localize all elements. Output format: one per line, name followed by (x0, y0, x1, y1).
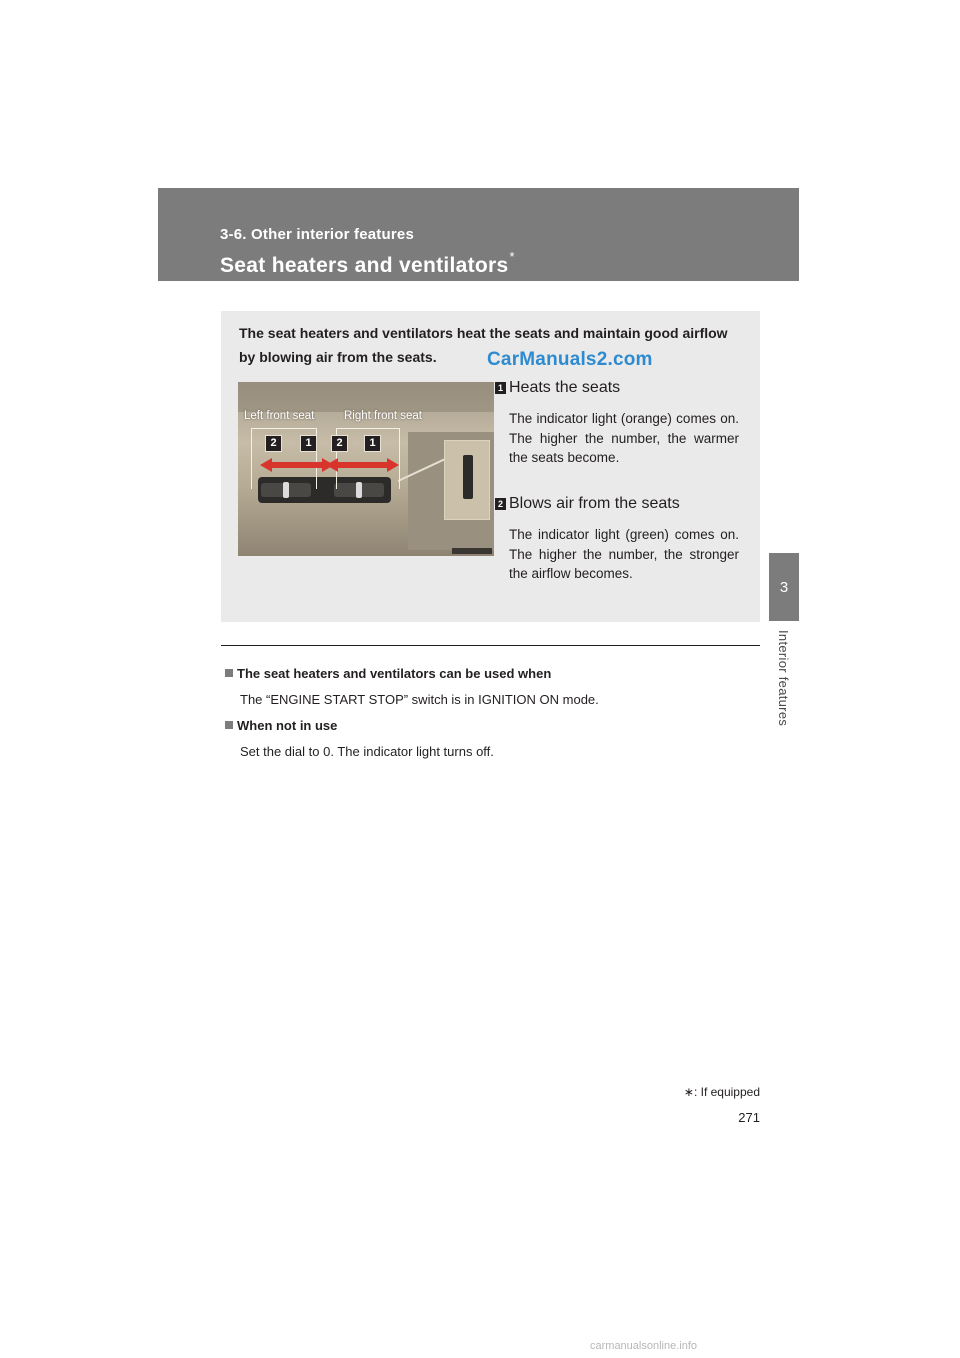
site-watermark: carmanualsonline.info (590, 1340, 698, 1352)
equipped-mark: * (509, 249, 515, 264)
chapter-label: Interior features (776, 630, 791, 727)
item-description: The indicator light (orange) comes on. The higher the number, the warmer the seats become. (509, 411, 739, 465)
item-number-badge: 2 (495, 498, 506, 510)
bullet-square-icon (225, 721, 233, 729)
inset-view (444, 440, 490, 520)
note-body: Set the dial to 0. The indicator light turns off. (240, 744, 494, 759)
footnote: ∗: If equipped (683, 1085, 760, 1099)
note-heading-text: The seat heaters and ventilators can be used when (237, 666, 552, 681)
item-heater (497, 378, 739, 468)
note-heading-text: When not in use (237, 718, 338, 733)
note-usage (225, 665, 765, 709)
item-title: Blows air from the seats (509, 495, 680, 512)
badge-heater-left: 1 (300, 435, 317, 452)
badge-ventilator-left: 2 (265, 435, 282, 452)
seat-switch-photo (238, 382, 494, 556)
page-title (220, 249, 515, 278)
console-shadow (238, 382, 494, 412)
note-not-in-use (225, 717, 765, 761)
bullet-square-icon (225, 669, 233, 677)
section-divider (221, 645, 760, 646)
arrow-right-icon (359, 458, 399, 472)
photo-id-strip (452, 548, 492, 554)
note-body: The “ENGINE START STOP” switch is in IGNITION ON mode. (240, 692, 599, 707)
intro-text: The seat heaters and ventilators heat the seats and maintain good airflow by blowing air from the seats. (239, 325, 728, 365)
section-label: 3-6. Other interior features (220, 226, 414, 243)
badge-ventilator-right: 2 (331, 435, 348, 452)
intro-box (221, 311, 760, 622)
item-description: The indicator light (green) comes on. The higher the number, the stronger the airflow becomes. (509, 527, 739, 581)
item-number-badge: 1 (495, 382, 506, 394)
left-seat-label: Left front seat (244, 410, 315, 422)
page-number: 271 (738, 1110, 760, 1125)
right-seat-label: Right front seat (344, 410, 422, 422)
page-title-text: Seat heaters and ventilators (220, 254, 509, 277)
chapter-tab[interactable] (769, 553, 799, 621)
note-heading (225, 665, 765, 683)
note-heading (225, 717, 765, 735)
item-ventilator (497, 494, 739, 584)
item-title: Heats the seats (509, 379, 621, 396)
chapter-number: 3 (779, 578, 789, 596)
inset-switch (463, 455, 473, 499)
watermark: CarManuals2.com (487, 349, 653, 370)
badge-heater-right: 1 (364, 435, 381, 452)
header-band (158, 188, 799, 281)
